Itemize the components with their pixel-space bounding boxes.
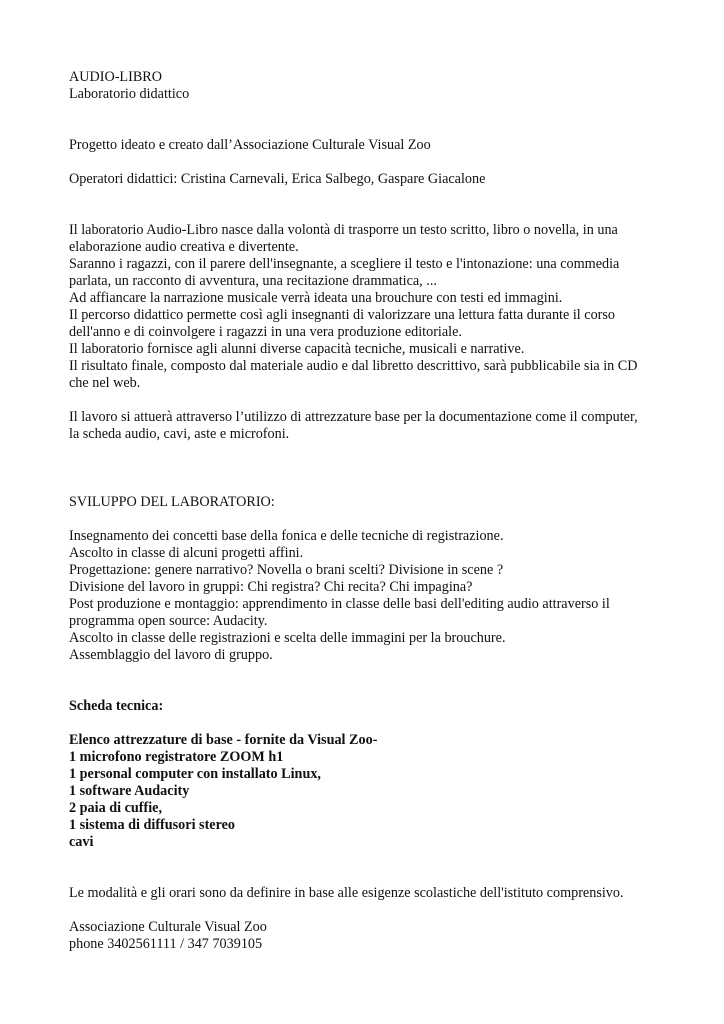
development-heading: SVILUPPO DEL LABORATORIO: [69,494,275,510]
tech-line: 1 microfono registratore ZOOM h1 [69,749,284,765]
development-line: Progettazione: genere narrativo? Novella o brani scelti? Divisione in scene ? [69,562,504,578]
description-line: Ad affiancare la narrazione musicale verrà ideata una brouchure con testi ed immagini. [69,290,563,306]
development-line: Post produzione e montaggio: apprendimento in classe delle basi dell'editing audio attraverso il [69,596,610,612]
tech-line: 1 personal computer con installato Linux, [69,766,321,782]
tech-equipment-list [69,732,669,851]
description-line: che nel web. [69,375,141,391]
tech-line: Elenco attrezzature di base - fornite da Visual Zoo- [69,732,378,748]
project-credit: Progetto ideato e creato dall’Associazione Culturale Visual Zoo [69,137,431,153]
operators-line: Operatori didattici: Cristina Carnevali, Erica Salbego, Gaspare Giacalone [69,171,486,187]
tech-line: cavi [69,834,94,850]
equipment-note-paragraph [69,409,669,443]
description-paragraph [69,222,669,392]
description-line: dell'anno e di coinvolgere i ragazzi in una vera produzione editoriale. [69,324,462,340]
development-line: Ascolto in classe delle registrazioni e scelta delle immagini per la brouchure. [69,630,506,646]
tech-heading: Scheda tecnica: [69,698,164,714]
phone-line: phone 3402561111 / 347 7039105 [69,936,263,952]
document-title: AUDIO-LIBRO [69,69,162,85]
tech-line: 1 sistema di diffusori stereo [69,817,236,833]
development-line: Assemblaggio del lavoro di gruppo. [69,647,273,663]
development-line: Divisione del lavoro in gruppi: Chi registra? Chi recita? Chi impagina? [69,579,473,595]
development-line: Ascolto in classe di alcuni progetti affini. [69,545,304,561]
description-line: parlata, un racconto di avventura, una recitazione drammatica, ... [69,273,437,289]
description-line: Il laboratorio fornisce agli alunni diverse capacità tecniche, musicali e narrative. [69,341,525,357]
development-list [69,528,669,664]
development-line: programma open source: Audacity. [69,613,268,629]
development-line: Insegnamento dei concetti base della fonica e delle tecniche di registrazione. [69,528,504,544]
description-line: Il percorso didattico permette così agli insegnanti di valorizzare una lettura fatta durante il corso [69,307,616,323]
description-line: elaborazione audio creativa e divertente. [69,239,299,255]
document-page [69,69,669,953]
description-line: Il risultato finale, composto dal materiale audio e dal libretto descrittivo, sarà pubblicabile sia in CD [69,358,638,374]
document-header [69,69,669,103]
equipment-note-line: Il lavoro si attuerà attraverso l’utilizzo di attrezzature base per la documentazione come il computer, [69,409,638,425]
tech-line: 2 paia di cuffie, [69,800,163,816]
description-line: Saranno i ragazzi, con il parere dell'insegnante, a scegliere il testo e l'intonazione: una commedia [69,256,620,272]
document-subtitle: Laboratorio didattico [69,86,190,102]
tech-line: 1 software Audacity [69,783,190,799]
schedule-note: Le modalità e gli orari sono da definire in base alle esigenze scolastiche dell'istituto comprensivo. [69,885,624,901]
description-line: Il laboratorio Audio-Libro nasce dalla volontà di trasporre un testo scritto, libro o novella, in una [69,222,618,238]
equipment-note-line: la scheda audio, cavi, aste e microfoni. [69,426,290,442]
organization-name: Associazione Culturale Visual Zoo [69,919,267,935]
